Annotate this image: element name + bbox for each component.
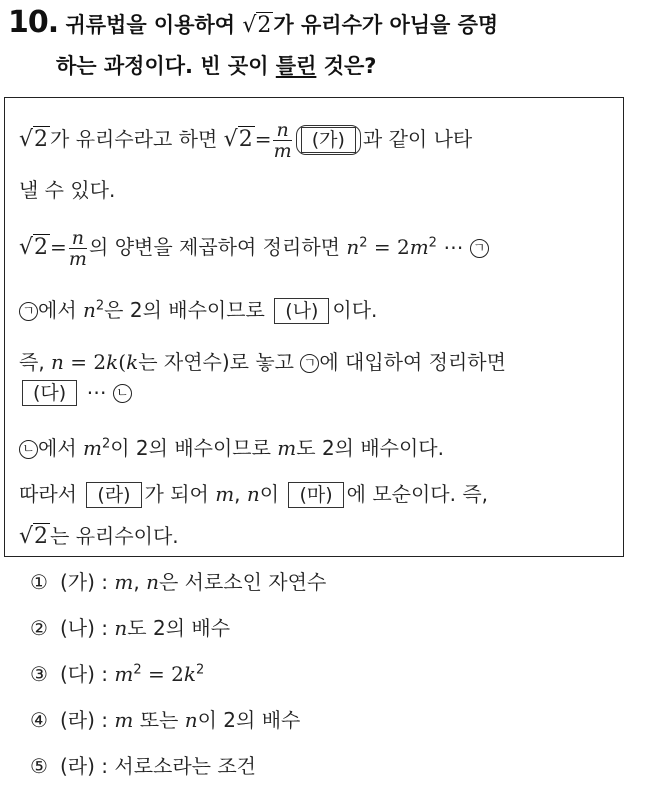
option-text: 또는 xyxy=(133,708,185,732)
question-text-c: 하는 과정이다. 빈 곳이 xyxy=(56,54,269,78)
question-text-b: 가 유리수가 아님을 증명 xyxy=(273,13,499,37)
option-label: (다) xyxy=(60,662,95,686)
var-n: n xyxy=(346,235,360,259)
proof-text: 는 유리수이다. xyxy=(50,524,179,548)
option-colon: : xyxy=(101,754,109,778)
blank-da: (다) xyxy=(22,380,77,406)
var-m: m xyxy=(215,482,235,506)
circled-giyeok-mark: ㄱ xyxy=(470,239,489,258)
fraction xyxy=(273,120,291,161)
proof-box xyxy=(4,97,624,557)
proof-line-9 xyxy=(19,520,179,549)
blank-ga: (가) xyxy=(301,127,356,153)
var-n: n xyxy=(51,350,64,374)
var-k: k xyxy=(183,662,196,686)
option-colon: : xyxy=(101,662,109,686)
option-label: (가) xyxy=(60,570,95,594)
paren: ( xyxy=(118,350,127,374)
var-n: n xyxy=(114,616,128,640)
exponent: 2 xyxy=(95,298,105,314)
sqrt-radicand: 2 xyxy=(34,524,49,549)
var-m: m xyxy=(114,570,134,594)
comma: , xyxy=(234,482,241,506)
question-number: 10. xyxy=(8,5,59,40)
sqrt-radicand: 2 xyxy=(257,13,272,38)
fraction-numerator: n xyxy=(273,120,291,141)
proof-line-7 xyxy=(19,432,444,461)
question-underlined-word: 틀린 xyxy=(275,54,317,78)
fraction-numerator: n xyxy=(69,228,87,249)
exponent: 2 xyxy=(133,662,142,678)
proof-text: 의 양변을 제곱하여 정리하면 xyxy=(89,235,340,259)
proof-text: 에서 xyxy=(38,298,77,322)
proof-text: 에 대입하여 정리하면 xyxy=(319,350,506,374)
proof-line-4 xyxy=(19,294,377,324)
question-line-1 xyxy=(8,6,648,43)
proof-line-1 xyxy=(19,120,472,161)
proof-line-8 xyxy=(19,478,488,508)
proof-text: 과 같이 나타 xyxy=(362,127,473,151)
exponent: 2 xyxy=(428,235,437,251)
option-text: 서로소라는 조건 xyxy=(114,754,257,778)
fraction-denominator: m xyxy=(273,140,292,162)
option-1[interactable] xyxy=(30,566,326,595)
sqrt-expression: √2 xyxy=(223,127,253,152)
option-label: (나) xyxy=(60,616,95,640)
exponent: 2 xyxy=(101,436,111,452)
circled-nieun-mark: ㄴ xyxy=(19,440,38,459)
sqrt-radicand: 2 xyxy=(238,127,253,152)
proof-text: 에서 xyxy=(38,436,77,460)
sqrt-expression: √2 xyxy=(19,127,49,152)
proof-text: 가 유리수라고 하면 xyxy=(50,127,218,151)
var-m: m xyxy=(83,436,102,460)
exponent: 2 xyxy=(359,235,368,251)
math-text: = 2 xyxy=(141,662,184,686)
math-text: = 2 xyxy=(367,235,410,259)
sqrt-radicand: 2 xyxy=(34,127,49,152)
var-m: m xyxy=(277,436,297,460)
blank-na: (나) xyxy=(274,298,329,324)
paren-blank xyxy=(296,125,361,155)
sqrt-expression: √2 xyxy=(19,524,49,549)
proof-text: 은 2의 배수이므로 xyxy=(104,298,265,322)
blank-ra: (라) xyxy=(86,482,141,508)
var-n: n xyxy=(83,298,96,322)
comma: , xyxy=(133,570,140,594)
blank-ma: (마) xyxy=(288,482,343,508)
proof-text: 따라서 xyxy=(19,482,77,506)
option-label: (라) xyxy=(60,708,95,732)
ellipsis: ⋯ xyxy=(443,235,464,259)
var-n: n xyxy=(146,570,159,594)
proof-line-3 xyxy=(19,228,489,269)
option-text: 은 서로소인 자연수 xyxy=(158,570,327,594)
circled-nieun-mark: ㄴ xyxy=(113,384,132,403)
var-k: k xyxy=(106,350,119,374)
var-k: k xyxy=(126,350,139,374)
option-colon: : xyxy=(101,570,109,594)
var-m: m xyxy=(114,662,134,686)
proof-text: 는 자연수)로 놓고 xyxy=(138,350,294,374)
circled-giyeok-mark: ㄱ xyxy=(19,302,38,321)
option-text: 이 2의 배수 xyxy=(197,708,301,732)
proof-text: 에 모순이다. 즉, xyxy=(346,482,489,506)
ellipsis: ⋯ xyxy=(86,380,107,404)
option-mark: ② xyxy=(30,616,48,640)
equals-sign: = xyxy=(50,235,67,259)
fraction xyxy=(69,228,87,269)
question-line-2 xyxy=(8,49,648,83)
equals-sign: = xyxy=(254,127,272,151)
var-n: n xyxy=(184,708,198,732)
proof-line-2: 낼 수 있다. xyxy=(19,178,116,202)
circled-giyeok-mark: ㄱ xyxy=(300,354,319,373)
proof-line-6 xyxy=(19,380,132,406)
option-colon: : xyxy=(101,708,109,732)
option-5[interactable] xyxy=(30,750,256,779)
proof-text: 가 되어 xyxy=(144,482,209,506)
proof-text: 즉, xyxy=(19,350,45,374)
option-mark: ① xyxy=(30,570,48,594)
option-mark: ④ xyxy=(30,708,48,732)
math-text: = 2 xyxy=(63,350,107,374)
exponent: 2 xyxy=(195,662,205,678)
option-colon: : xyxy=(101,616,109,640)
question-text-a: 귀류법을 이용하여 xyxy=(65,13,236,37)
proof-text: 이 2의 배수이므로 xyxy=(110,436,271,460)
option-mark: ⑤ xyxy=(30,754,48,778)
option-4[interactable] xyxy=(30,704,300,733)
var-m: m xyxy=(409,235,429,259)
option-mark: ③ xyxy=(30,662,48,686)
proof-text: 이다. xyxy=(332,298,378,322)
sqrt-expression: √2 xyxy=(242,13,272,38)
fraction-denominator: m xyxy=(68,248,87,270)
sqrt-radicand: 2 xyxy=(34,235,49,260)
question-header xyxy=(8,6,648,83)
question-text-d: 것은? xyxy=(323,54,377,78)
proof-text: 도 2의 배수이다. xyxy=(296,436,444,460)
proof-text: 이 xyxy=(259,482,280,506)
option-text: 도 2의 배수 xyxy=(127,616,231,640)
var-m: m xyxy=(114,708,134,732)
option-3[interactable] xyxy=(30,658,204,687)
sqrt-expression: √2 xyxy=(19,235,49,260)
var-n: n xyxy=(246,482,260,506)
option-2[interactable] xyxy=(30,612,230,641)
proof-line-5 xyxy=(19,346,506,375)
option-label: (라) xyxy=(60,754,95,778)
